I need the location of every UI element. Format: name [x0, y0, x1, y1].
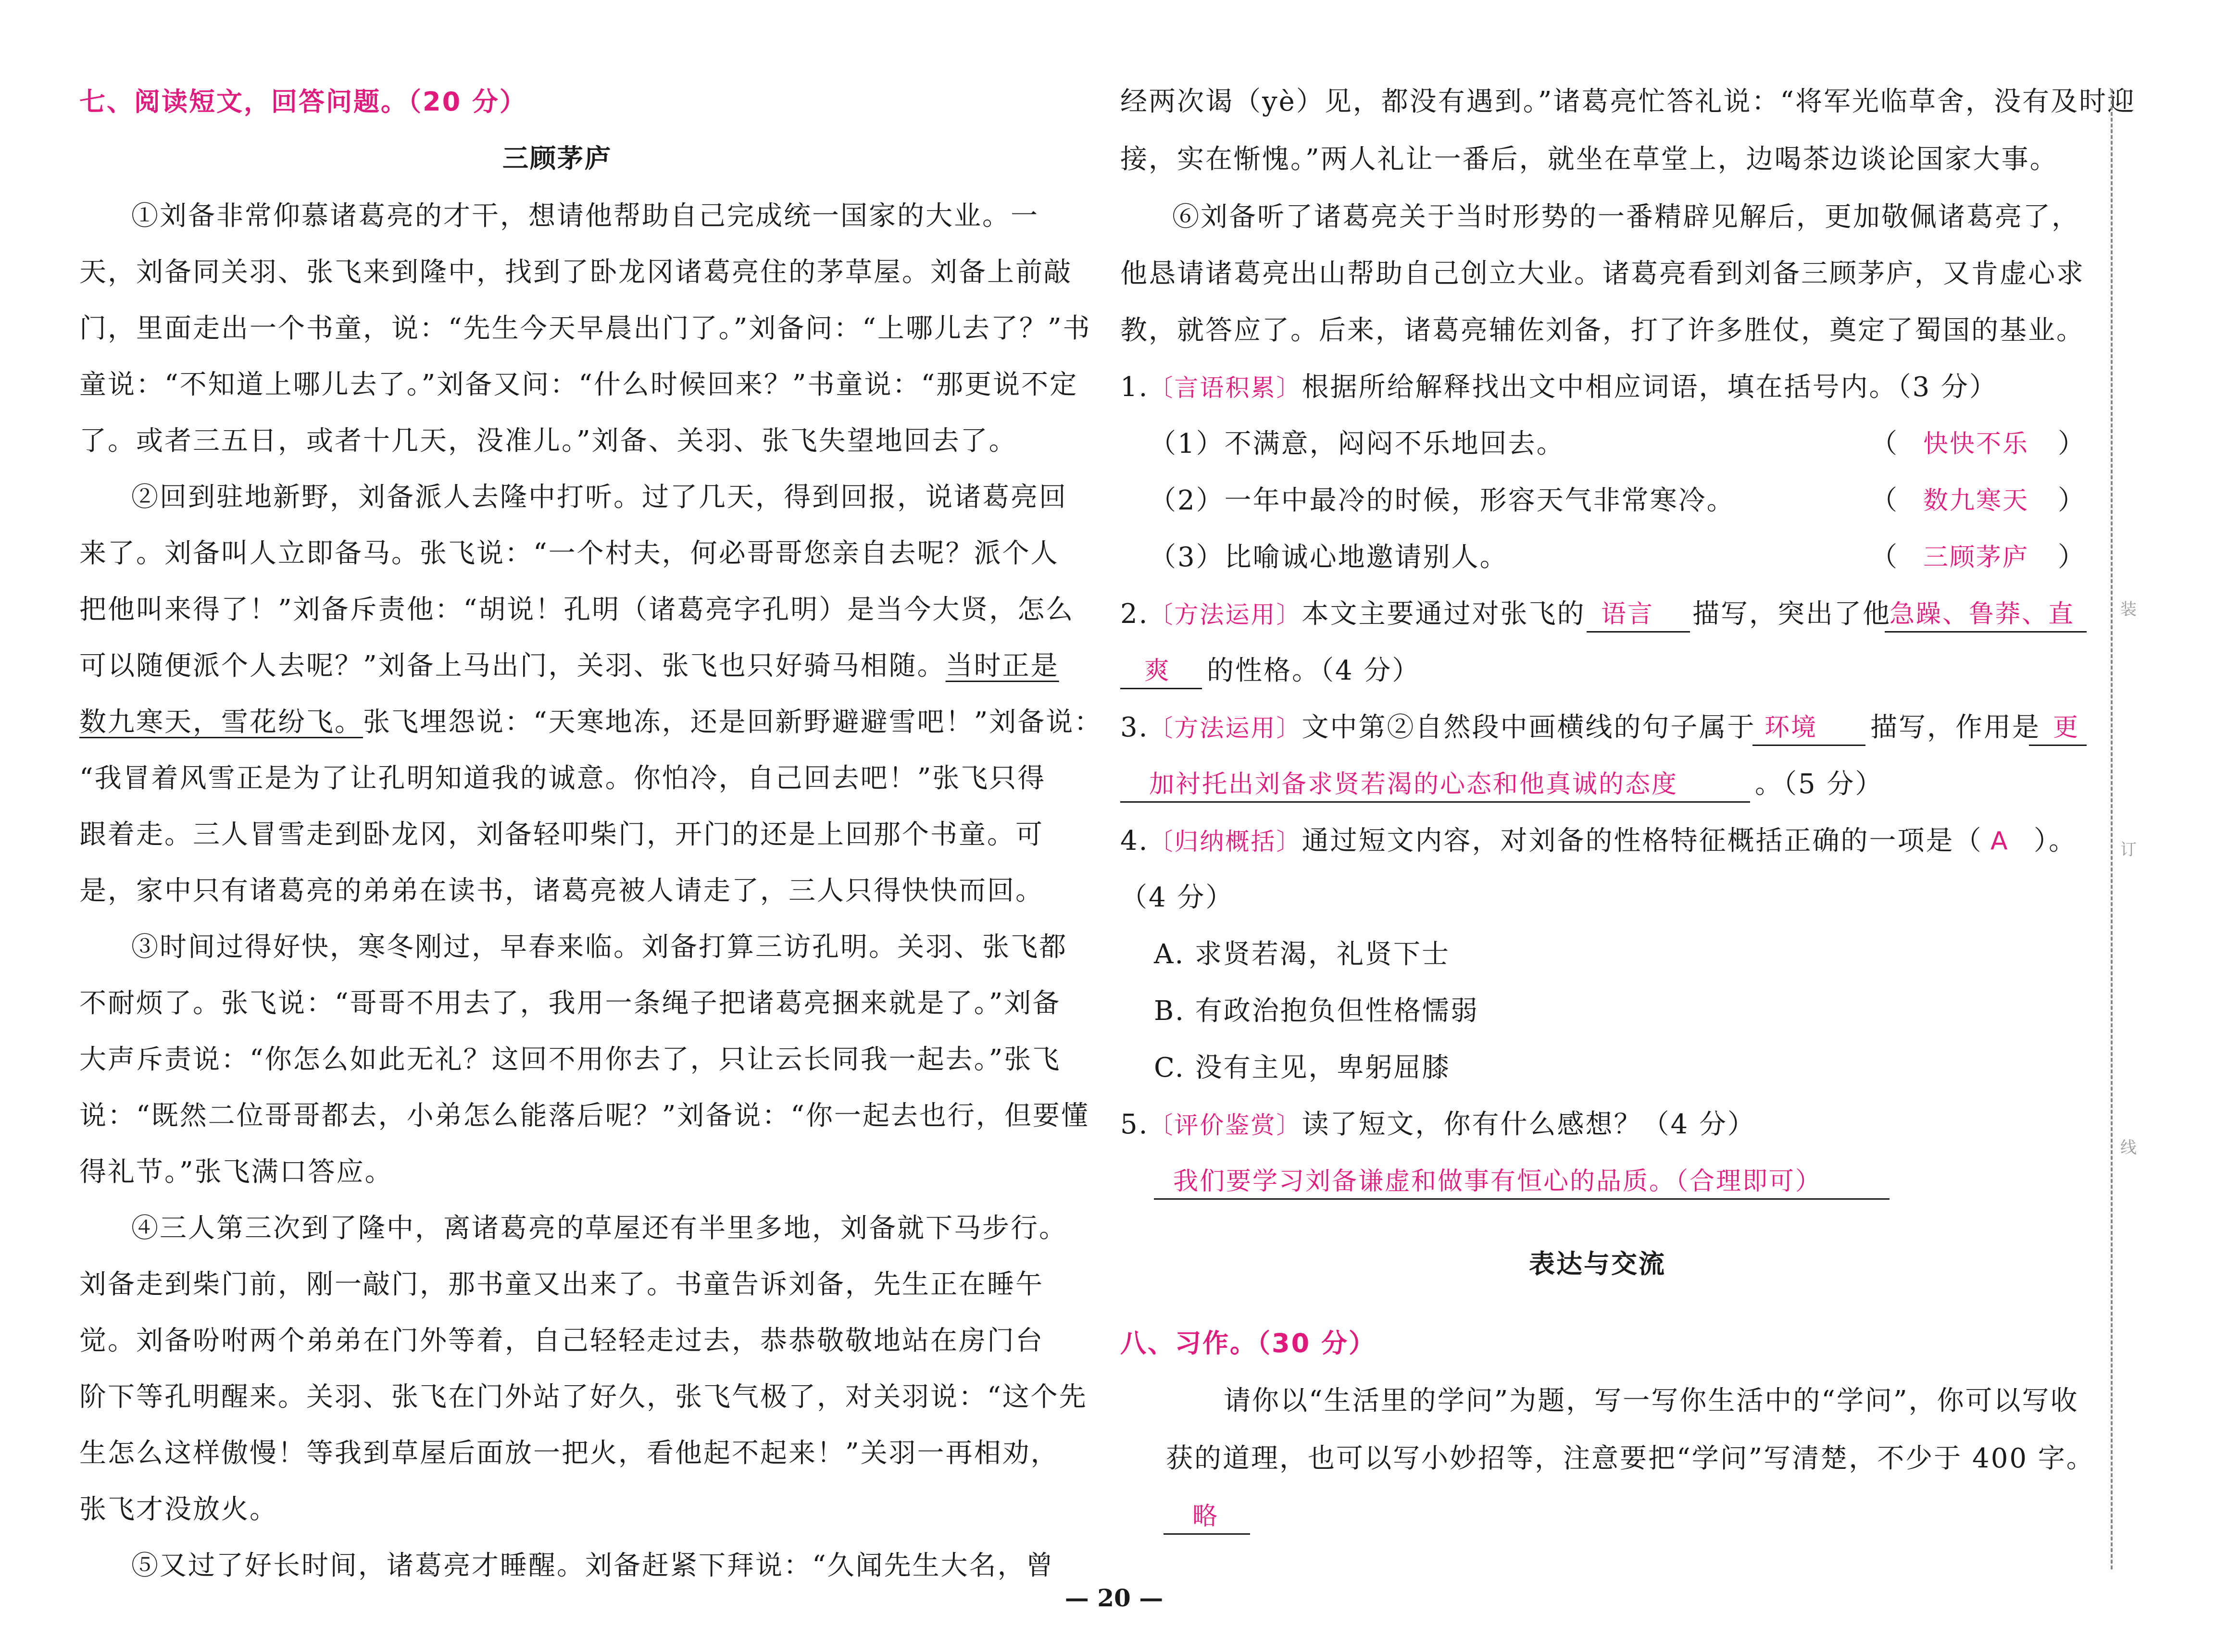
- underlined-sentence: 当时正是: [945, 650, 1059, 682]
- text-line: 请你以“生活里的学问”为题，写一写你生活中的“学问”，你可以写收: [1224, 1385, 2079, 1416]
- answer-blank: [1587, 631, 1690, 633]
- answer-blank: [1120, 688, 1202, 689]
- text-line: 把他叫来得了！”刘备斥责他：“胡说！孔明（诸葛亮字孔明）是当今大贤，怎么: [79, 594, 1075, 625]
- text-line: ①刘备非常仰慕诸葛亮的才干，想请他帮助自己完成统一国家的大业。一: [131, 200, 1039, 232]
- question-number: 5.: [1120, 1109, 1149, 1140]
- paren: ）: [2058, 485, 2086, 516]
- answer-text: 爽: [1144, 657, 1171, 685]
- question-tag: 〔评价鉴赏〕: [1149, 1111, 1302, 1139]
- underlined-sentence: 数九寒天，雪花纷飞。: [79, 707, 363, 738]
- text-line: 张飞才没放火。: [79, 1494, 278, 1525]
- text-line: 大声斥责说：“你怎么如此无礼？这回不用你去了，只让云长同我一起去。”张飞: [79, 1044, 1061, 1075]
- page-number: — 20 —: [1064, 1584, 1164, 1612]
- text-line: 经两次谒（yè）见，都没有遇到。”诸葛亮忙答礼说：“将军光临草舍，没有及时迎: [1120, 86, 2136, 117]
- option-a: A. 求贤若渴，礼贤下士: [1154, 939, 1451, 970]
- answer-text: 更: [2053, 713, 2080, 742]
- text-line: 不耐烦了。张飞说：“哥哥不用去了，我用一条绳子把诸葛亮捆来就是了。”刘备: [79, 988, 1061, 1019]
- question-tag: 〔方法运用〕: [1149, 601, 1302, 629]
- text-line: 跟着走。三人冒雪走到卧龙冈，刘备轻叩柴门，开门的还是上回那个书童。可: [79, 819, 1044, 850]
- question-4-stem: [1120, 822, 1982, 861]
- answer-text: 加衬托出刘备求贤若渴的心态和他真诚的态度: [1149, 770, 1678, 799]
- text-line: 他恳请诸葛亮出山帮助自己创立大业。诸葛亮看到刘备三顾茅庐，又肯虚心求: [1120, 258, 2085, 289]
- question-text: ）。: [2034, 825, 2077, 857]
- binding-mark: 订: [2120, 840, 2137, 859]
- text-line: 天，刘备同关羽、张飞来到隆中，找到了卧龙冈诸葛亮住的茅草屋。刘备上前敲: [79, 257, 1072, 288]
- paren: ）: [2058, 428, 2086, 460]
- text-line: 刘备走到柴门前，刚一敲门，那书童又出来了。书童告诉刘备，先生正在睡午: [79, 1269, 1044, 1300]
- question-text: 根据所给解释找出文中相应词语，填在括号内。（3 分）: [1302, 372, 1998, 403]
- answer-blank: [1120, 801, 1750, 803]
- answer-blank: [1164, 1533, 1250, 1535]
- binding-mark: 装: [2120, 600, 2137, 619]
- question-text: 读了短文，你有什么感想？（4 分）: [1302, 1109, 1756, 1140]
- text-line: 得礼节。”张飞满口答应。: [79, 1156, 393, 1188]
- text-line: 觉。刘备吩咐两个弟弟在门外等着，自己轻轻走过去，恭恭敬敬地站在房门台: [79, 1325, 1044, 1356]
- question-text: 描写，作用是: [1870, 712, 2040, 743]
- answer-blank: [1154, 1198, 1890, 1200]
- answer-text: 环境: [1765, 713, 1818, 742]
- question-text: 文中第②自然段中画横线的句子属于: [1302, 712, 1756, 743]
- answer-text: 略: [1192, 1502, 1219, 1531]
- text-line: 是，家中只有诸葛亮的弟弟在读书，诸葛亮被人请走了，三人只得快快而回。: [79, 875, 1044, 907]
- text-line: 来了。刘备叫人立即备马。张飞说：“一个村夫，何必哥哥您亲自去呢？派个人: [79, 538, 1059, 569]
- binding-mark: 线: [2120, 1138, 2137, 1157]
- text-line: 门，里面走出一个书童，说：“先生今天早晨出门了。”刘备问：“上哪儿去了？”书: [79, 313, 1091, 344]
- section8-heading: 八、习作。（30 分）: [1120, 1328, 1376, 1358]
- story-title: 三顾茅庐: [502, 143, 612, 174]
- text-line: [79, 703, 1102, 742]
- answer-text: 数九寒天: [1923, 486, 2029, 515]
- text-line: 阶下等孔明醒来。关羽、张飞在门外站了好久，张飞气极了，对关羽说：“这个先: [79, 1381, 1088, 1413]
- text-line: ④三人第三次到了隆中，离诸葛亮的草屋还有半里多地，刘备就下马步行。: [131, 1213, 1067, 1244]
- text-line: ⑥刘备听了诸葛亮关于当时形势的一番精辟见解后，更加敬佩诸葛亮了，: [1172, 201, 2080, 233]
- text-line: ②回到驻地新野，刘备派人去隆中打听。过了几天，得到回报，说诸葛亮回: [131, 482, 1067, 513]
- paren: （: [1870, 485, 1899, 516]
- question-tag: 〔方法运用〕: [1149, 714, 1302, 742]
- answer-text: 急躁、鲁莽、直: [1890, 600, 2075, 629]
- question-text: 。（5 分）: [1755, 769, 1884, 800]
- paragraph-5: ⑤又过了好长时间，诸葛亮才睡醒。刘备赶紧下拜说：“久闻先生大名，曾: [131, 1550, 1054, 1581]
- text-line: “我冒着风雪正是为了让孔明知道我的诚意。你怕冷，自己回去吧！”张飞只得: [79, 763, 1046, 794]
- option-c: C. 没有主见，卑躬屈膝: [1154, 1052, 1451, 1083]
- text-line: [79, 647, 1059, 685]
- section7-heading: 七、阅读短文，回答问题。（20 分）: [79, 87, 527, 117]
- text-span: 张飞埋怨说：“天寒地冻，还是回新野避避雪吧！”刘备说：: [363, 707, 1103, 738]
- question-text: 通过短文内容，对刘备的性格特征概括正确的一项是（: [1302, 825, 1983, 857]
- text-line: 生怎么这样傲慢！等我到草屋后面放一把火，看他起不起来！”关羽一再相劝，: [79, 1438, 1059, 1469]
- binding-line: [2111, 89, 2113, 1569]
- text-line: 接，实在惭愧。”两人礼让一番后，就坐在草堂上，边喝茶边谈论国家大事。: [1120, 144, 2058, 175]
- sub-item: （2）一年中最冷的时候，形容天气非常寒冷。: [1149, 485, 1735, 516]
- text-line: 了。或者三五日，或者十几天，没准儿。”刘备、关羽、张飞失望地回去了。: [79, 425, 1017, 457]
- paren: ）: [2058, 542, 2086, 573]
- question-5-stem: [1120, 1105, 1756, 1144]
- question-tag: 〔言语积累〕: [1149, 374, 1302, 402]
- text-line: 教，就答应了。后来，诸葛亮辅佐刘备，打了许多胜仗，奠定了蜀国的基业。: [1120, 315, 2085, 346]
- text-line: 童说：“不知道上哪儿去了。”刘备又问：“什么时候回来？”书童说：“那更说不定: [79, 369, 1078, 400]
- text-line: ③时间过得好快，寒冬刚过，早春来临。刘备打算三访孔明。关羽、张飞都: [131, 932, 1067, 963]
- question-number: 1.: [1120, 372, 1149, 403]
- option-b: B. 有政治抱负但性格懦弱: [1154, 995, 1479, 1027]
- question-text: 描写，突出了他: [1692, 598, 1891, 630]
- question-text: 的性格。（4 分）: [1207, 655, 1421, 686]
- section-title: 表达与交流: [1529, 1249, 1666, 1279]
- text-line: 获的道理，也可以写小妙招等，注意要把“学问”写清楚，不少于 400 字。: [1166, 1443, 2095, 1474]
- answer-text: 快快不乐: [1923, 430, 2029, 459]
- answer-blank: [1752, 745, 1865, 746]
- text-span: 可以随便派个人去呢？”刘备上马出门，关羽、张飞也只好骑马相随。: [79, 650, 946, 682]
- answer-text: A: [1990, 827, 2009, 856]
- sub-item: （1）不满意，闷闷不乐地回去。: [1149, 428, 1565, 460]
- question-3-stem: [1120, 708, 1755, 747]
- answer-blank: [1885, 631, 2087, 633]
- question-number: 2.: [1120, 598, 1149, 630]
- question-tag: 〔归纳概括〕: [1149, 828, 1302, 856]
- text-line: 说：“既然二位哥哥都去，小弟怎么能落后呢？”刘备说：“你一起去也行，但要懂: [79, 1100, 1089, 1131]
- question-1-stem: [1120, 368, 1998, 407]
- sub-item: （3）比喻诚心地邀请别人。: [1149, 542, 1508, 573]
- answer-text: 三顾茅庐: [1923, 543, 2029, 572]
- question-number: 3.: [1120, 712, 1149, 743]
- question-2-stem: [1120, 595, 1585, 634]
- question-number: 4.: [1120, 825, 1149, 857]
- question-score: （4 分）: [1120, 882, 1234, 913]
- question-text: 本文主要通过对张飞的: [1302, 598, 1586, 630]
- answer-text: 我们要学习刘备谦虚和做事有恒心的品质。（合理即可）: [1173, 1167, 1822, 1196]
- paren: （: [1870, 542, 1899, 573]
- answer-text: 语言: [1601, 600, 1654, 629]
- answer-blank: [2029, 745, 2087, 746]
- paren: （: [1870, 428, 1899, 460]
